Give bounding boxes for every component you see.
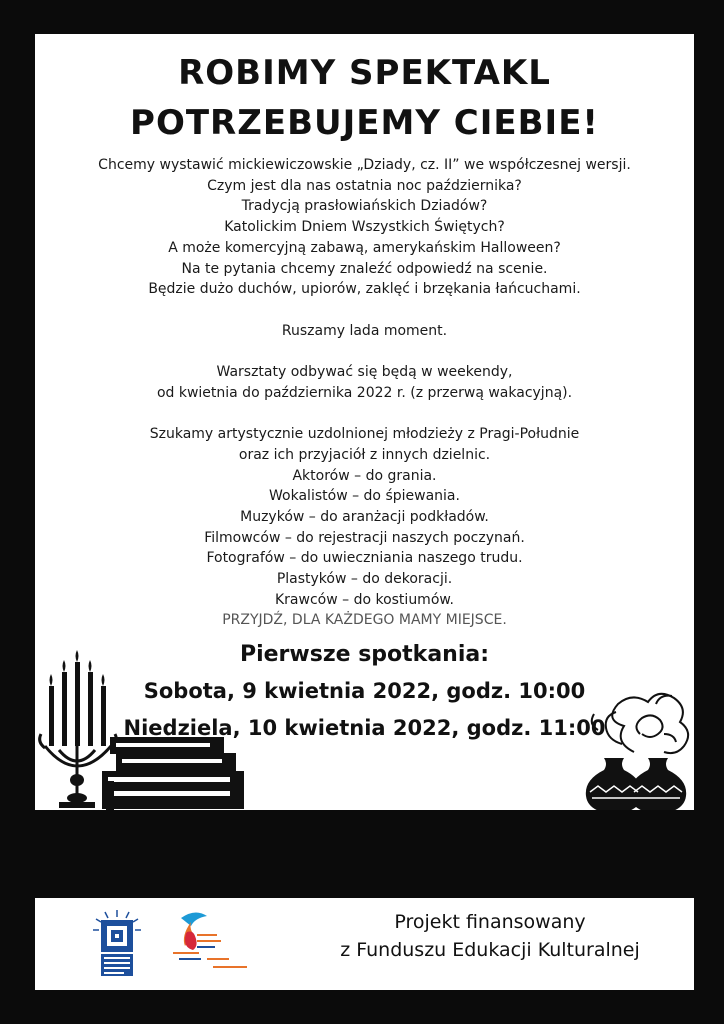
body-line: Plastyków – do dekoracji. <box>276 571 453 588</box>
body-line: Katolickim Dniem Wszystkich Świętych? <box>224 219 505 236</box>
centrum-promocji-kultury-logo <box>93 910 141 976</box>
meeting-sunday: Niedziela, 10 kwietnia 2022, godz. 11:00 <box>123 716 606 740</box>
body-line: A może komercyjną zabawą, amerykańskim Halloween? <box>168 239 561 256</box>
zakochaj-sie-w-pradze-logo <box>163 908 263 980</box>
body-line: Czym jest dla nas ostatnia noc października? <box>207 177 522 194</box>
footer-panel <box>35 898 694 990</box>
body-line: Chcemy wystawić mickiewiczowskie „Dziady, cz. II” we współczesnej wersji. <box>98 157 631 173</box>
poster-title-line2: POTRZEBUJEMY CIEBIE! <box>130 103 599 143</box>
closing-line: PRZYJDŹ, DLA KAŻDEGO MAMY MIEJSCE. <box>222 612 507 629</box>
body-line: Muzyków – do aranżacji podkładów. <box>240 508 489 525</box>
meeting-saturday: Sobota, 9 kwietnia 2022, godz. 10:00 <box>143 679 586 703</box>
poster-body <box>35 155 694 631</box>
funding-text <box>285 908 695 964</box>
funding-line2: z Funduszu Edukacji Kulturalnej <box>340 939 640 961</box>
body-line: Warsztaty odbywać się będą w weekendy, <box>216 364 513 380</box>
body-line: Filmowców – do rejestracji naszych poczynań. <box>204 529 525 546</box>
body-line: Szukamy artystycznie uzdolnionej młodzieży z Pragi-Południe <box>149 426 580 443</box>
body-line: Będzie dużo duchów, upiorów, zaklęć i brzękania łańcuchami. <box>148 281 581 298</box>
poster-sheet <box>35 34 694 810</box>
body-line: Na te pytania chcemy znaleźć odpowiedź na scenie. <box>181 260 548 277</box>
body-line: od kwietnia do października 2022 r. (z przerwą wakacyjną). <box>156 384 573 401</box>
body-line: Aktorów – do grania. <box>292 467 437 484</box>
meetings-heading: Pierwsze spotkania: <box>239 642 490 667</box>
body-line: oraz ich przyjaciół z innych dzielnic. <box>238 446 491 463</box>
body-line: Wokalistów – do śpiewania. <box>269 488 460 505</box>
poster-title-line1: ROBIMY SPEKTAKL <box>178 53 551 93</box>
body-line: Fotografów – do uwieczniania naszego trudu. <box>206 550 523 567</box>
body-line: Ruszamy lada moment. <box>281 322 448 339</box>
body-line: Tradycją prasłowiańskich Dziadów? <box>241 198 488 215</box>
body-line: Krawców – do kostiumów. <box>274 591 455 608</box>
funding-line1: Projekt finansowany <box>394 911 586 933</box>
